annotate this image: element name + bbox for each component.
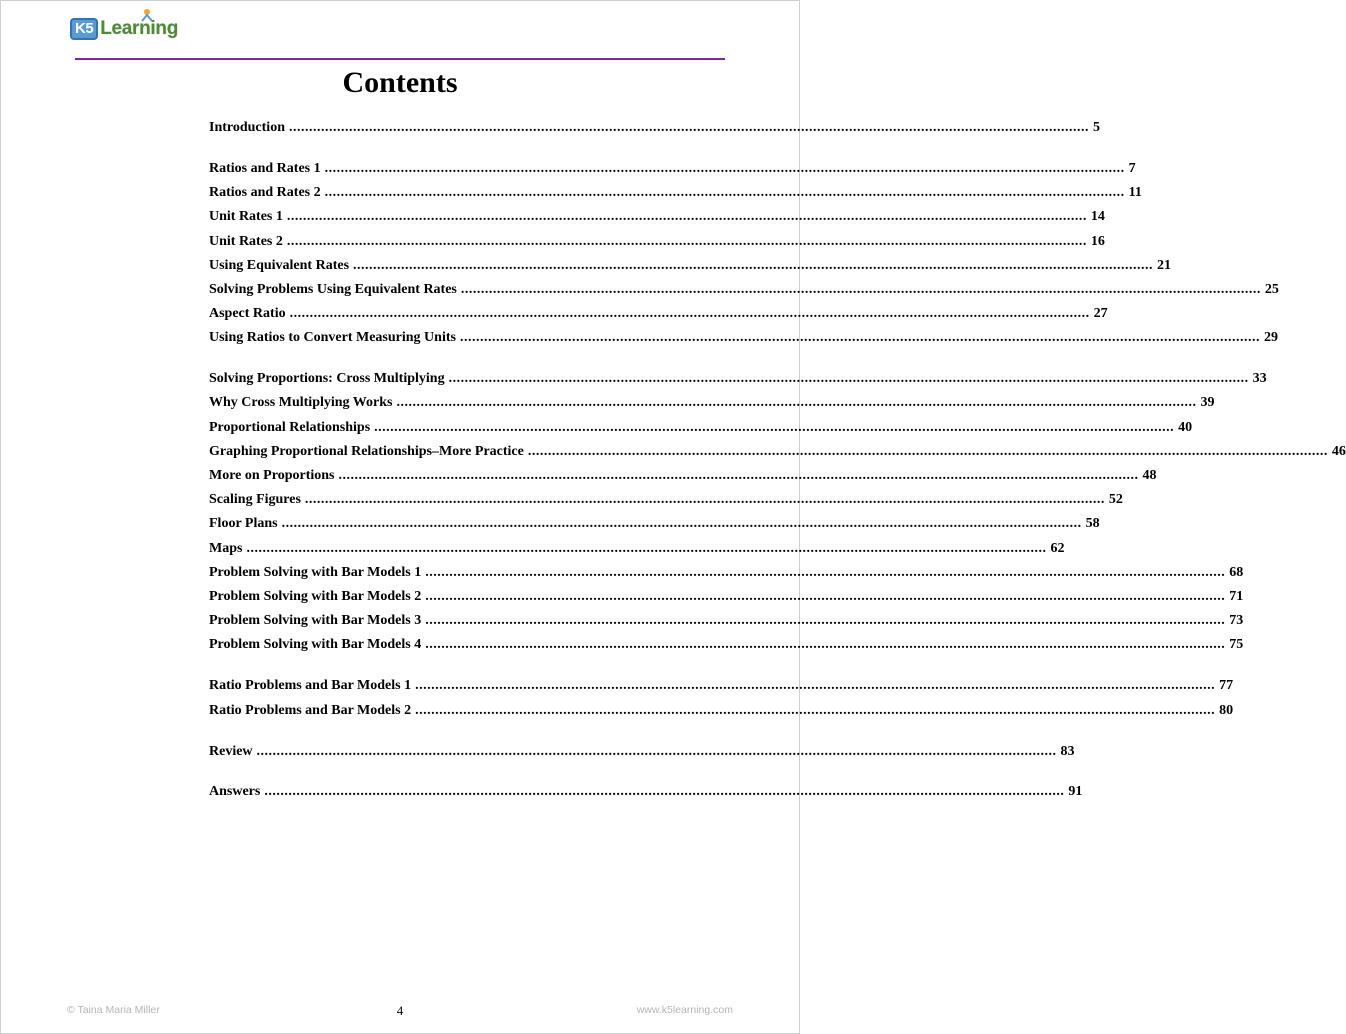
toc-dot-leader: ........................................................................................................................................................................................................ [324,160,1125,176]
footer-copyright: © Taina Maria Miller [67,1004,160,1016]
toc-entry[interactable] [209,633,1244,657]
toc-dot-leader: ........................................................................................................................................................................................................ [246,540,1047,556]
header-rule [75,58,725,60]
toc-entry[interactable] [209,116,1100,140]
toc-entry[interactable] [209,537,1065,561]
toc-dot-leader: ........................................................................................................................................................................................................ [425,613,1226,629]
toc-entry-page: 11 [1128,185,1142,201]
toc-entry-title: Ratios and Rates 2 [209,185,321,201]
toc-entry[interactable] [209,367,1267,391]
toc-dot-leader: ........................................................................................................................................................................................................ [338,468,1139,484]
toc-entry[interactable] [209,609,1244,633]
toc-entry-page: 29 [1263,330,1278,346]
toc-entry-page: 16 [1090,233,1105,249]
toc-entry-page: 5 [1092,120,1100,135]
toc-entry[interactable] [209,391,1215,415]
toc-entry-title: Proportional Relationships [209,419,371,435]
toc-dot-leader: ........................................................................................................................................................................................................ [415,678,1216,694]
toc-entry-title: Using Equivalent Rates [209,257,350,273]
toc-entry-page: 52 [1108,492,1123,508]
toc-entry-page: 7 [1128,160,1136,176]
toc-entry[interactable] [209,326,1278,350]
toc-entry[interactable] [209,416,1193,440]
toc-entry-title: Unit Rates 2 [209,233,283,249]
toc-entry-title: Problem Solving with Bar Models 2 [209,588,422,604]
toc-entry-page: 77 [1219,678,1234,694]
toc-entry-title: More on Proportions [209,468,335,484]
k5-learning-logo [70,14,178,44]
toc-dot-leader: ........................................................................................................................................................................................................ [459,330,1260,346]
toc-entry-page: 91 [1068,784,1083,800]
toc-entry-title: Unit Rates 1 [209,209,283,225]
logo-word: Learning [100,18,179,39]
toc-entry-page: 73 [1229,613,1244,629]
toc-dot-leader: ........................................................................................................................................................................................................ [264,784,1065,800]
toc-entry-page: 80 [1219,702,1234,718]
toc-dot-leader: ........................................................................................................................................................................................................ [448,371,1249,387]
toc-entry[interactable] [209,699,1234,723]
toc-entry-title: Ratios and Rates 1 [209,160,321,176]
toc-entry-page: 71 [1229,588,1244,604]
toc-entry-title: Problem Solving with Bar Models 4 [209,637,422,653]
toc-entry-page: 14 [1090,209,1105,225]
toc-entry[interactable] [209,740,1075,764]
toc-dot-leader: ........................................................................................................................................................................................................ [425,588,1226,604]
logo-figure-icon [140,8,154,22]
toc-dot-leader: ........................................................................................................................................................................................................ [415,702,1216,718]
toc-dot-leader: ........................................................................................................................................................................................................ [304,492,1105,508]
toc-entry[interactable] [209,254,1172,278]
toc-entry[interactable] [209,561,1244,585]
toc-entry-title: Review [209,743,253,759]
table-of-contents [209,116,1346,805]
toc-entry-page: 83 [1060,743,1075,759]
toc-dot-leader: ........................................................................................................................................................................................................ [374,419,1175,435]
toc-dot-leader: ........................................................................................................................................................................................................ [324,185,1125,201]
toc-dot-leader: ........................................................................................................................................................................................................ [425,564,1226,580]
toc-dot-leader: ........................................................................................................................................................................................................ [396,395,1197,411]
toc-entry-title: Maps [209,540,243,556]
toc-entry[interactable] [209,230,1105,254]
toc-entry[interactable] [209,585,1244,609]
toc-entry[interactable] [209,440,1346,464]
toc-entry-page: 75 [1229,637,1244,653]
toc-entry-page: 46 [1331,443,1346,459]
toc-dot-leader: ........................................................................................................................................................................................................ [286,233,1087,249]
toc-dot-leader: ........................................................................................................................................................................................................ [286,209,1087,225]
toc-entry-page: 25 [1264,281,1279,297]
toc-entry-title: Problem Solving with Bar Models 1 [209,564,422,580]
toc-entry[interactable] [209,205,1105,229]
toc-entry-page: 40 [1178,419,1193,435]
toc-entry-title: Ratio Problems and Bar Models 1 [209,678,412,694]
toc-entry-page: 58 [1085,516,1100,532]
toc-entry-page: 27 [1093,306,1108,322]
toc-entry[interactable] [209,302,1108,326]
toc-entry-title: Introduction [209,120,285,135]
toc-dot-leader: ........................................................................................................................................................................................................ [460,281,1261,297]
toc-dot-leader: ........................................................................................................................................................................................................ [353,257,1154,273]
toc-entry[interactable] [209,780,1083,804]
toc-dot-leader: ........................................................................................................................................................................................................ [281,516,1082,532]
toc-entry-title: Scaling Figures [209,492,301,508]
toc-entry-page: 68 [1229,564,1244,580]
toc-entry-page: 62 [1050,540,1065,556]
toc-entry-title: Floor Plans [209,516,278,532]
toc-dot-leader: ........................................................................................................................................................................................................ [289,306,1090,322]
toc-dot-leader: ........................................................................................................................................................................................................ [425,637,1226,653]
toc-entry-title: Ratio Problems and Bar Models 2 [209,702,412,718]
toc-entry[interactable] [209,674,1234,698]
toc-entry[interactable] [209,512,1100,536]
toc-entry-title: Using Ratios to Convert Measuring Units [209,330,456,346]
page-title: Contents [342,66,458,99]
toc-entry-title: Why Cross Multiplying Works [209,395,393,411]
toc-entry[interactable] [209,464,1157,488]
toc-entry-title: Aspect Ratio [209,306,286,322]
toc-entry[interactable] [209,488,1123,512]
logo-badge: K5 [70,18,98,40]
footer-page-number: 4 [396,1003,404,1018]
toc-entry-title: Problem Solving with Bar Models 3 [209,613,422,629]
toc-entry-title: Solving Proportions: Cross Multiplying [209,371,445,387]
toc-dot-leader: ........................................................................................................................................................................................................ [288,120,1089,135]
toc-entry-page: 48 [1142,468,1157,484]
toc-dot-leader: ........................................................................................................................................................................................................ [256,743,1057,759]
toc-dot-leader: ........................................................................................................................................................................................................ [527,443,1328,459]
toc-entry-page: 21 [1157,257,1172,273]
toc-entry-title: Solving Problems Using Equivalent Rates [209,281,457,297]
toc-entry-page: 39 [1200,395,1215,411]
toc-entry-page: 33 [1252,371,1267,387]
toc-entry[interactable] [209,157,1136,181]
toc-entry[interactable] [209,278,1279,302]
toc-entry-title: Answers [209,784,261,800]
footer-website: www.k5learning.com [636,1004,733,1016]
toc-entry-title: Graphing Proportional Relationships–More Practice [209,443,524,459]
toc-entry[interactable] [209,181,1142,205]
